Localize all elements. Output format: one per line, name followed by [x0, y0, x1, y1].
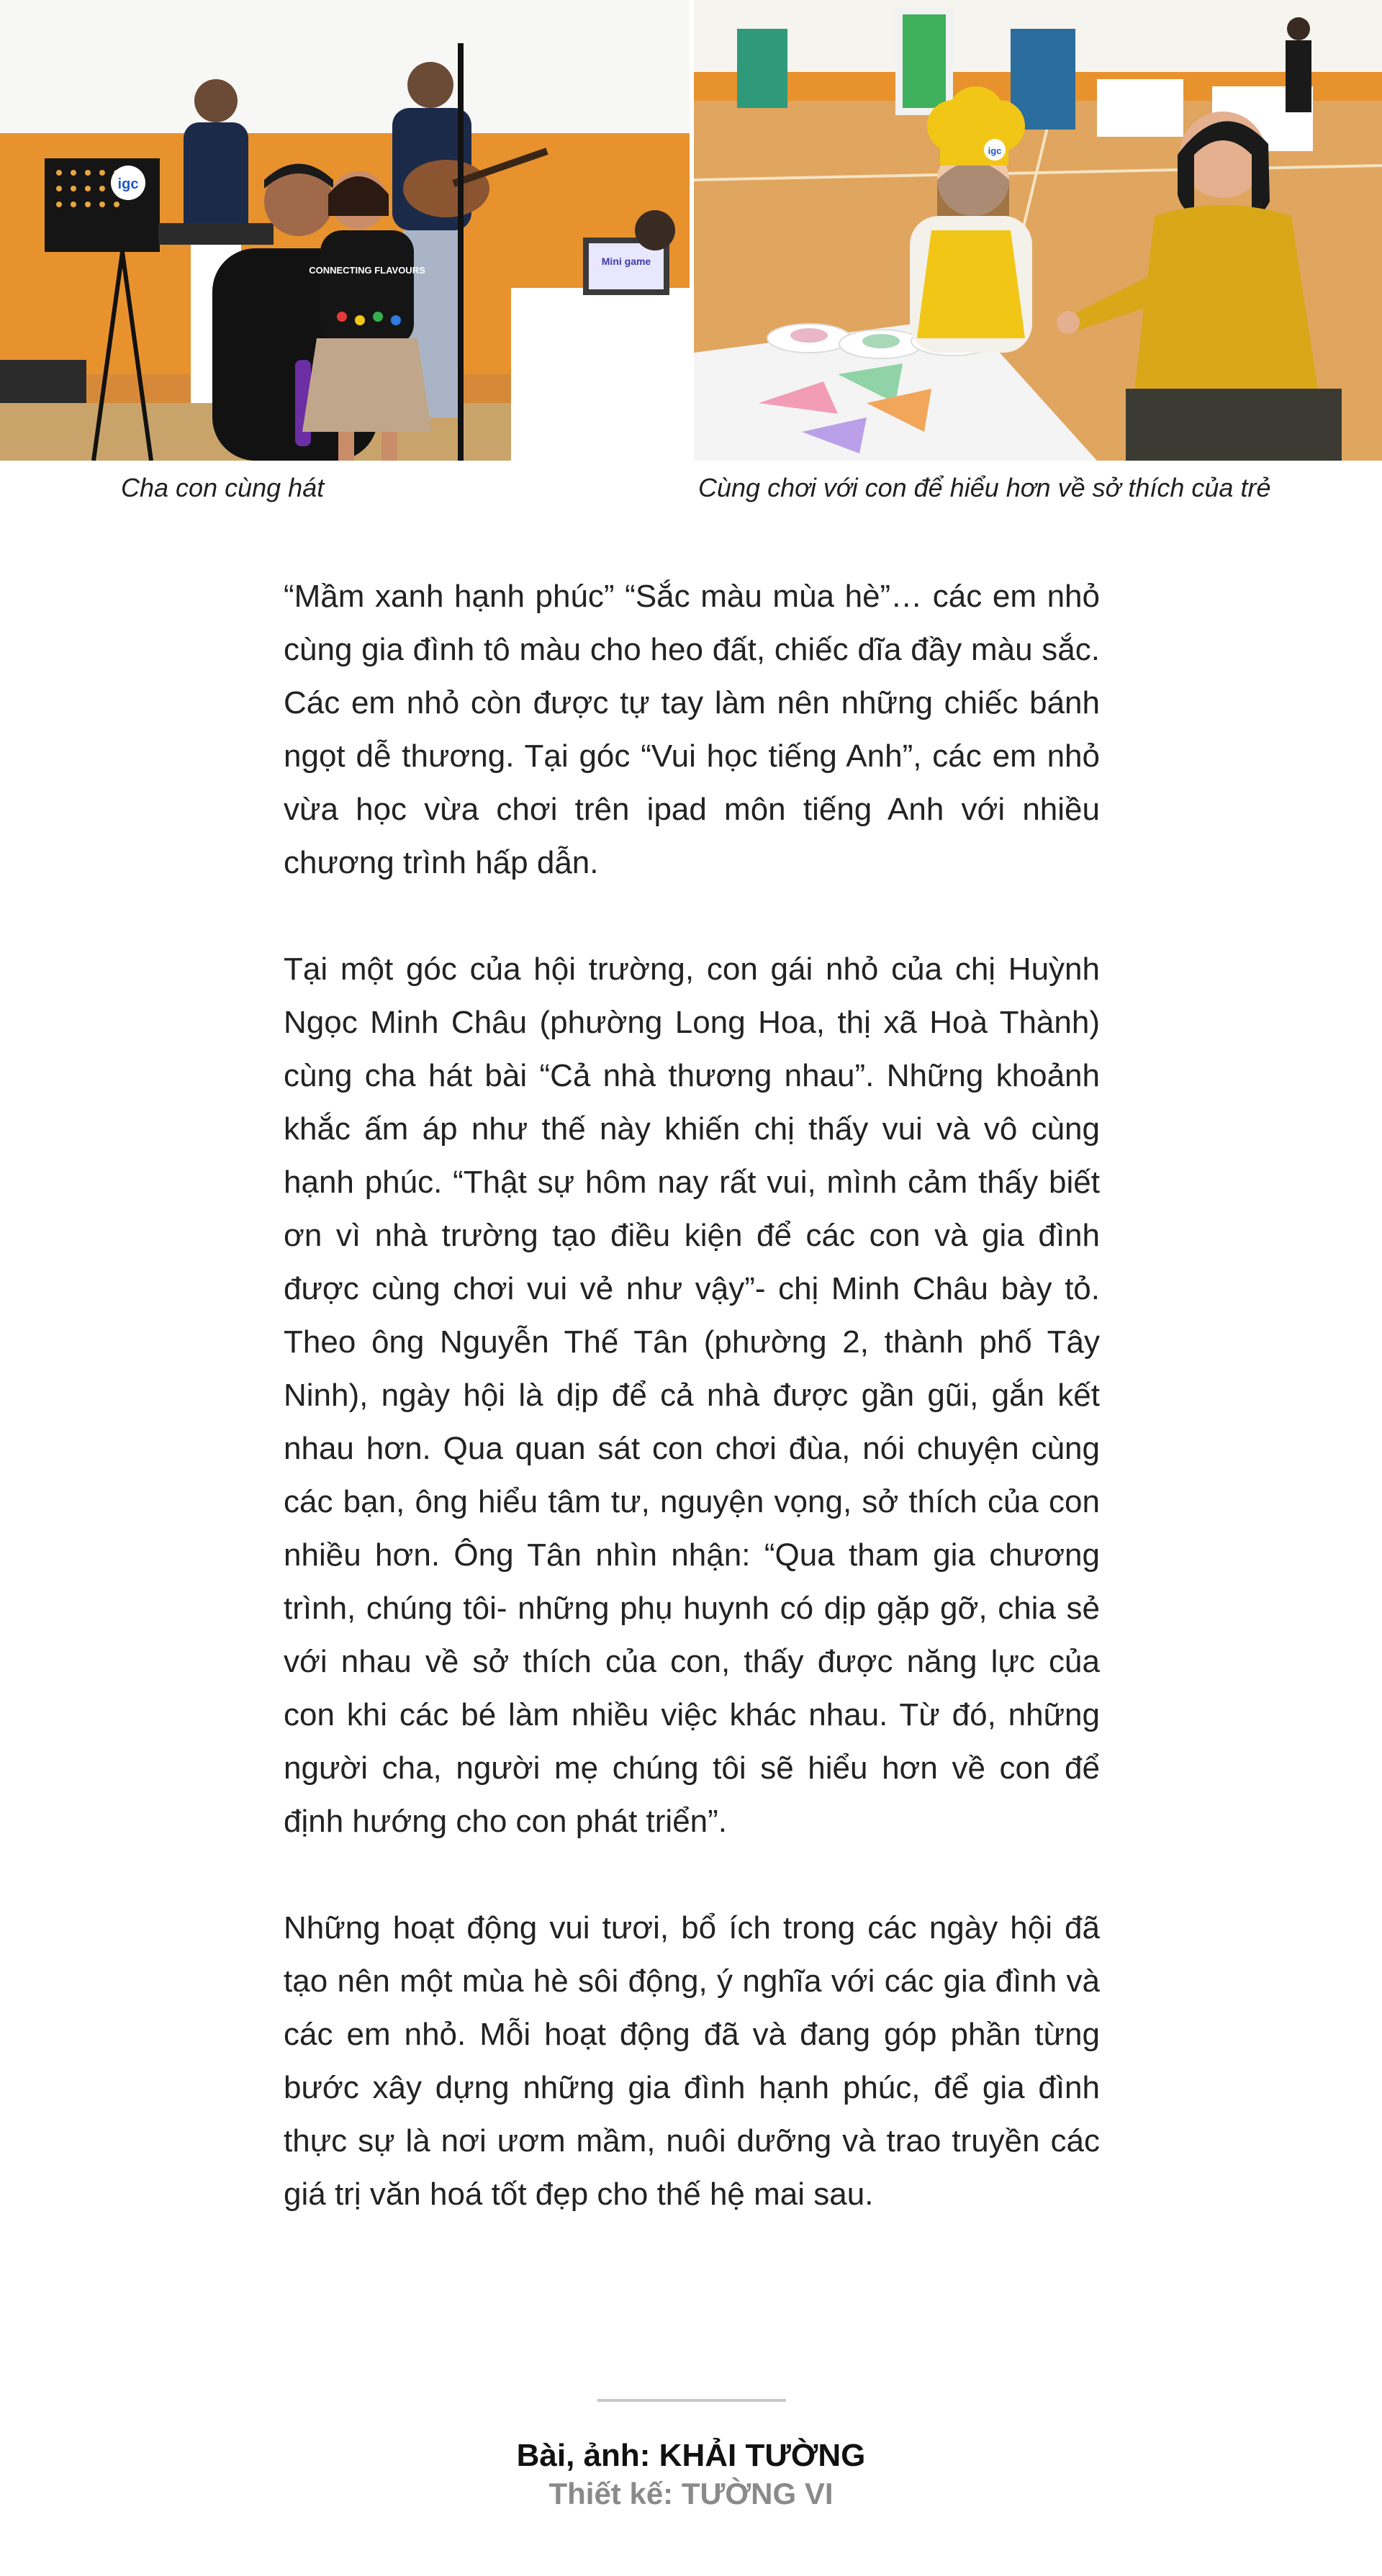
singing-scene-illustration: [0, 0, 690, 461]
article-paragraph: Những hoạt động vui tươi, bổ ích trong các ngày hội đã tạo nên một mùa hè sôi động, ý nghĩa với các gia đình và các em nhỏ. Mỗi hoạt động đã và đang góp phần từng bước xây dựng những gia đình hạnh phúc, để gia đình thực sự là nơi ươm mầm, nuôi dưỡng và trao truyền các giá trị văn hoá tốt đẹp cho thế hệ mai sau.: [284, 1910, 1100, 2212]
credits-divider: [597, 2399, 786, 2402]
article-body: [284, 570, 1100, 2221]
chef-hat-logo: igc: [988, 145, 1002, 156]
stage-logo: igc: [117, 176, 139, 192]
baking-scene-illustration: [694, 0, 1382, 461]
credit-design: Thiết kế: TƯỜNG VI: [548, 2477, 834, 2511]
photo-child-baking-with-mother: [694, 0, 1382, 461]
shirt-text: CONNECTING FLAVOURS: [309, 265, 425, 276]
caption-left-photo: Cha con cùng hát: [121, 473, 325, 502]
photo-father-daughter-singing: [0, 0, 690, 461]
article-paragraph: Tại một góc của hội trường, con gái nhỏ của chị Huỳnh Ngọc Minh Châu (phường Long Hoa, thị xã Hoà Thành) cùng cha hát bài “Cả nhà thương nhau”. Những khoảnh khắc ấm áp như thế này khiến chị thấy vui và vô cùng hạnh phúc. “Thật sự hôm nay rất vui, mình cảm thấy biết ơn vì nhà trường tạo điều kiện để các con và gia đình được cùng chơi vui vẻ như vậy”- chị Minh Châu bày tỏ. Theo ông Nguyễn Thế Tân (phường 2, thành phố Tây Ninh), ngày hội là dịp để cả nhà được gần gũi, gắn kết nhau hơn. Qua quan sát con chơi đùa, nói chuyện cùng các bạn, ông hiểu tâm tư, nguyện vọng, sở thích của con nhiều hơn. Ông Tân nhìn nhận: “Qua tham gia chương trình, chúng tôi- những phụ huynh có dịp gặp gỡ, chia sẻ với nhau về sở thích của con, thấy được năng lực của con khi các bé làm nhiều việc khác nhau. Từ đó, những người cha, người mẹ chúng tôi sẽ hiểu hơn về con để định hướng cho con phát triển”.: [284, 952, 1100, 1839]
article-paragraph: “Mầm xanh hạnh phúc” “Sắc màu mùa hè”… các em nhỏ cùng gia đình tô màu cho heo đất, chiếc dĩa đầy màu sắc. Các em nhỏ còn được tự tay làm nên những chiếc bánh ngọt dễ thương. Tại góc “Vui học tiếng Anh”, các em nhỏ vừa học vừa chơi trên ipad môn tiếng Anh với nhiều chương trình hấp dẫn.: [284, 579, 1100, 880]
credit-author: Bài, ảnh: KHẢI TƯỜNG: [516, 2438, 866, 2473]
laptop-screen-text: Mini game: [601, 256, 651, 267]
caption-right-photo: Cùng chơi với con để hiểu hơn về sở thích của trẻ: [698, 473, 1271, 502]
photo-row: [0, 0, 1382, 461]
